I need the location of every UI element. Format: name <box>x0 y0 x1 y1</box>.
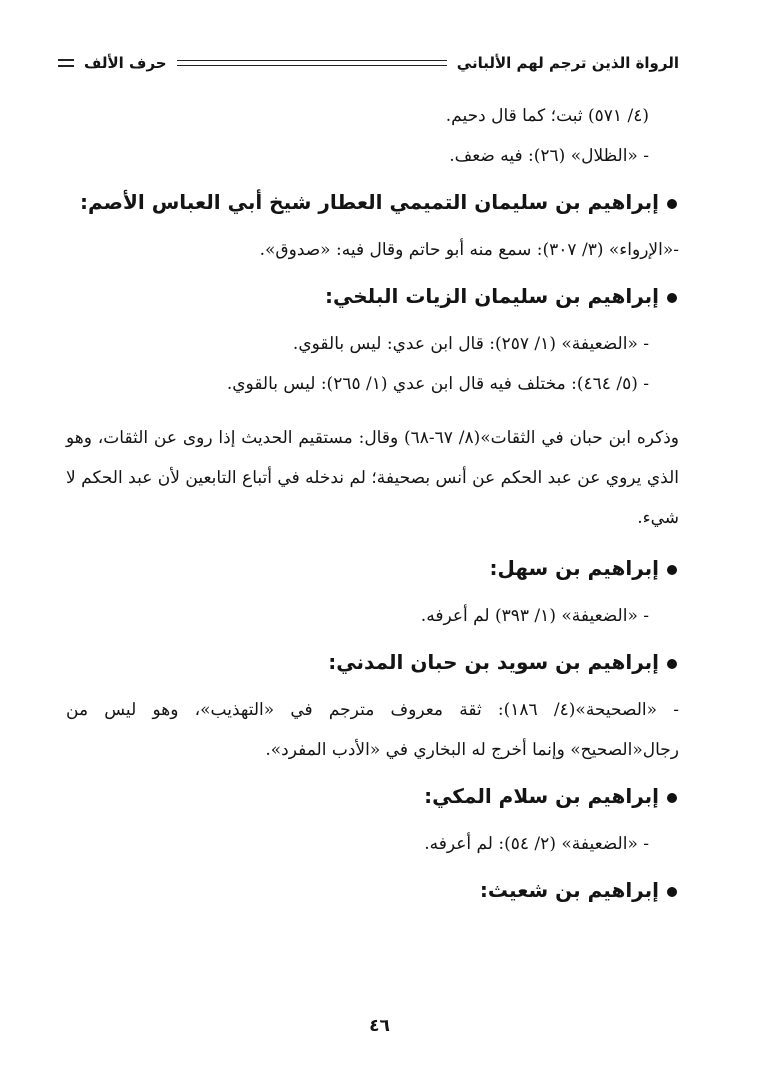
narrator-name: إبراهيم بن سويد بن حبان المدني: <box>328 650 659 674</box>
source-line: - «الصحيحة»(٤/ ١٨٦): ثقة معروف مترجم في «التهذيب»، وهو ليس من رجال«الصحيح» وإنما أخرج له البخاري في «الأدب المفرد». <box>66 700 680 760</box>
header-section: حرف الألف <box>84 54 167 72</box>
narrator-name: إبراهيم بن شعيث: <box>479 878 659 902</box>
narrator-name: إبراهيم بن سلام المكي: <box>424 784 659 808</box>
header-rule <box>177 60 447 66</box>
narrator-heading <box>66 640 679 684</box>
bullet-icon <box>667 887 677 897</box>
narrator-heading <box>66 274 679 318</box>
narrative-paragraph: وذكره ابن حبان في الثقات»(٨/ ٦٧-٦٨) وقال: مستقيم الحديث إذا روى عن الثقات، وهو الذي يروي عن عبد الحكم عن أنس بصحيفة؛ لم ندخله في أتباع التابعين لأن عبد الحكم لا شيء. <box>66 428 679 528</box>
bullet-icon <box>667 293 677 303</box>
narrator-name: إبراهيم بن سليمان التميمي العطار شيخ أبي العباس الأصم: <box>79 190 659 214</box>
narrator-name: إبراهيم بن سهل: <box>489 556 659 580</box>
source-line: - (٥/ ٤٦٤): مختلف فيه قال ابن عدي (١/ ٢٦٥): ليس بالقوي. <box>226 374 649 394</box>
source-line: - «الظلال» (٢٦): فيه ضعف. <box>449 146 649 166</box>
narrator-heading <box>66 774 679 818</box>
bullet-icon <box>667 565 677 575</box>
page-content <box>66 96 679 918</box>
bullet-icon <box>667 793 677 803</box>
header-title: الرواة الذين ترجم لهم الألباني <box>456 54 679 72</box>
narrator-heading <box>66 180 679 224</box>
narrator-heading <box>66 868 679 912</box>
running-header <box>58 50 679 76</box>
source-line: - «الضعيفة» (١/ ٣٩٣) لم أعرفه. <box>420 606 649 626</box>
narrator-heading <box>66 546 679 590</box>
source-line: -«الإرواء» (٣/ ٣٠٧): سمع منه أبو حاتم وقال فيه: «صدوق». <box>259 240 679 260</box>
source-line: - «الضعيفة» (٢/ ٥٤): لم أعرفه. <box>424 834 649 854</box>
continuation-line: (٤/ ٥٧١) ثبت؛ كما قال دحيم. <box>445 106 649 126</box>
source-line: - «الضعيفة» (١/ ٢٥٧): قال ابن عدي: ليس بالقوي. <box>292 334 649 354</box>
bullet-icon <box>667 659 677 669</box>
bullet-icon <box>667 199 677 209</box>
page-number: ٤٦ <box>369 1016 390 1036</box>
narrator-name: إبراهيم بن سليمان الزيات البلخي: <box>325 284 659 308</box>
header-bar <box>58 59 74 67</box>
